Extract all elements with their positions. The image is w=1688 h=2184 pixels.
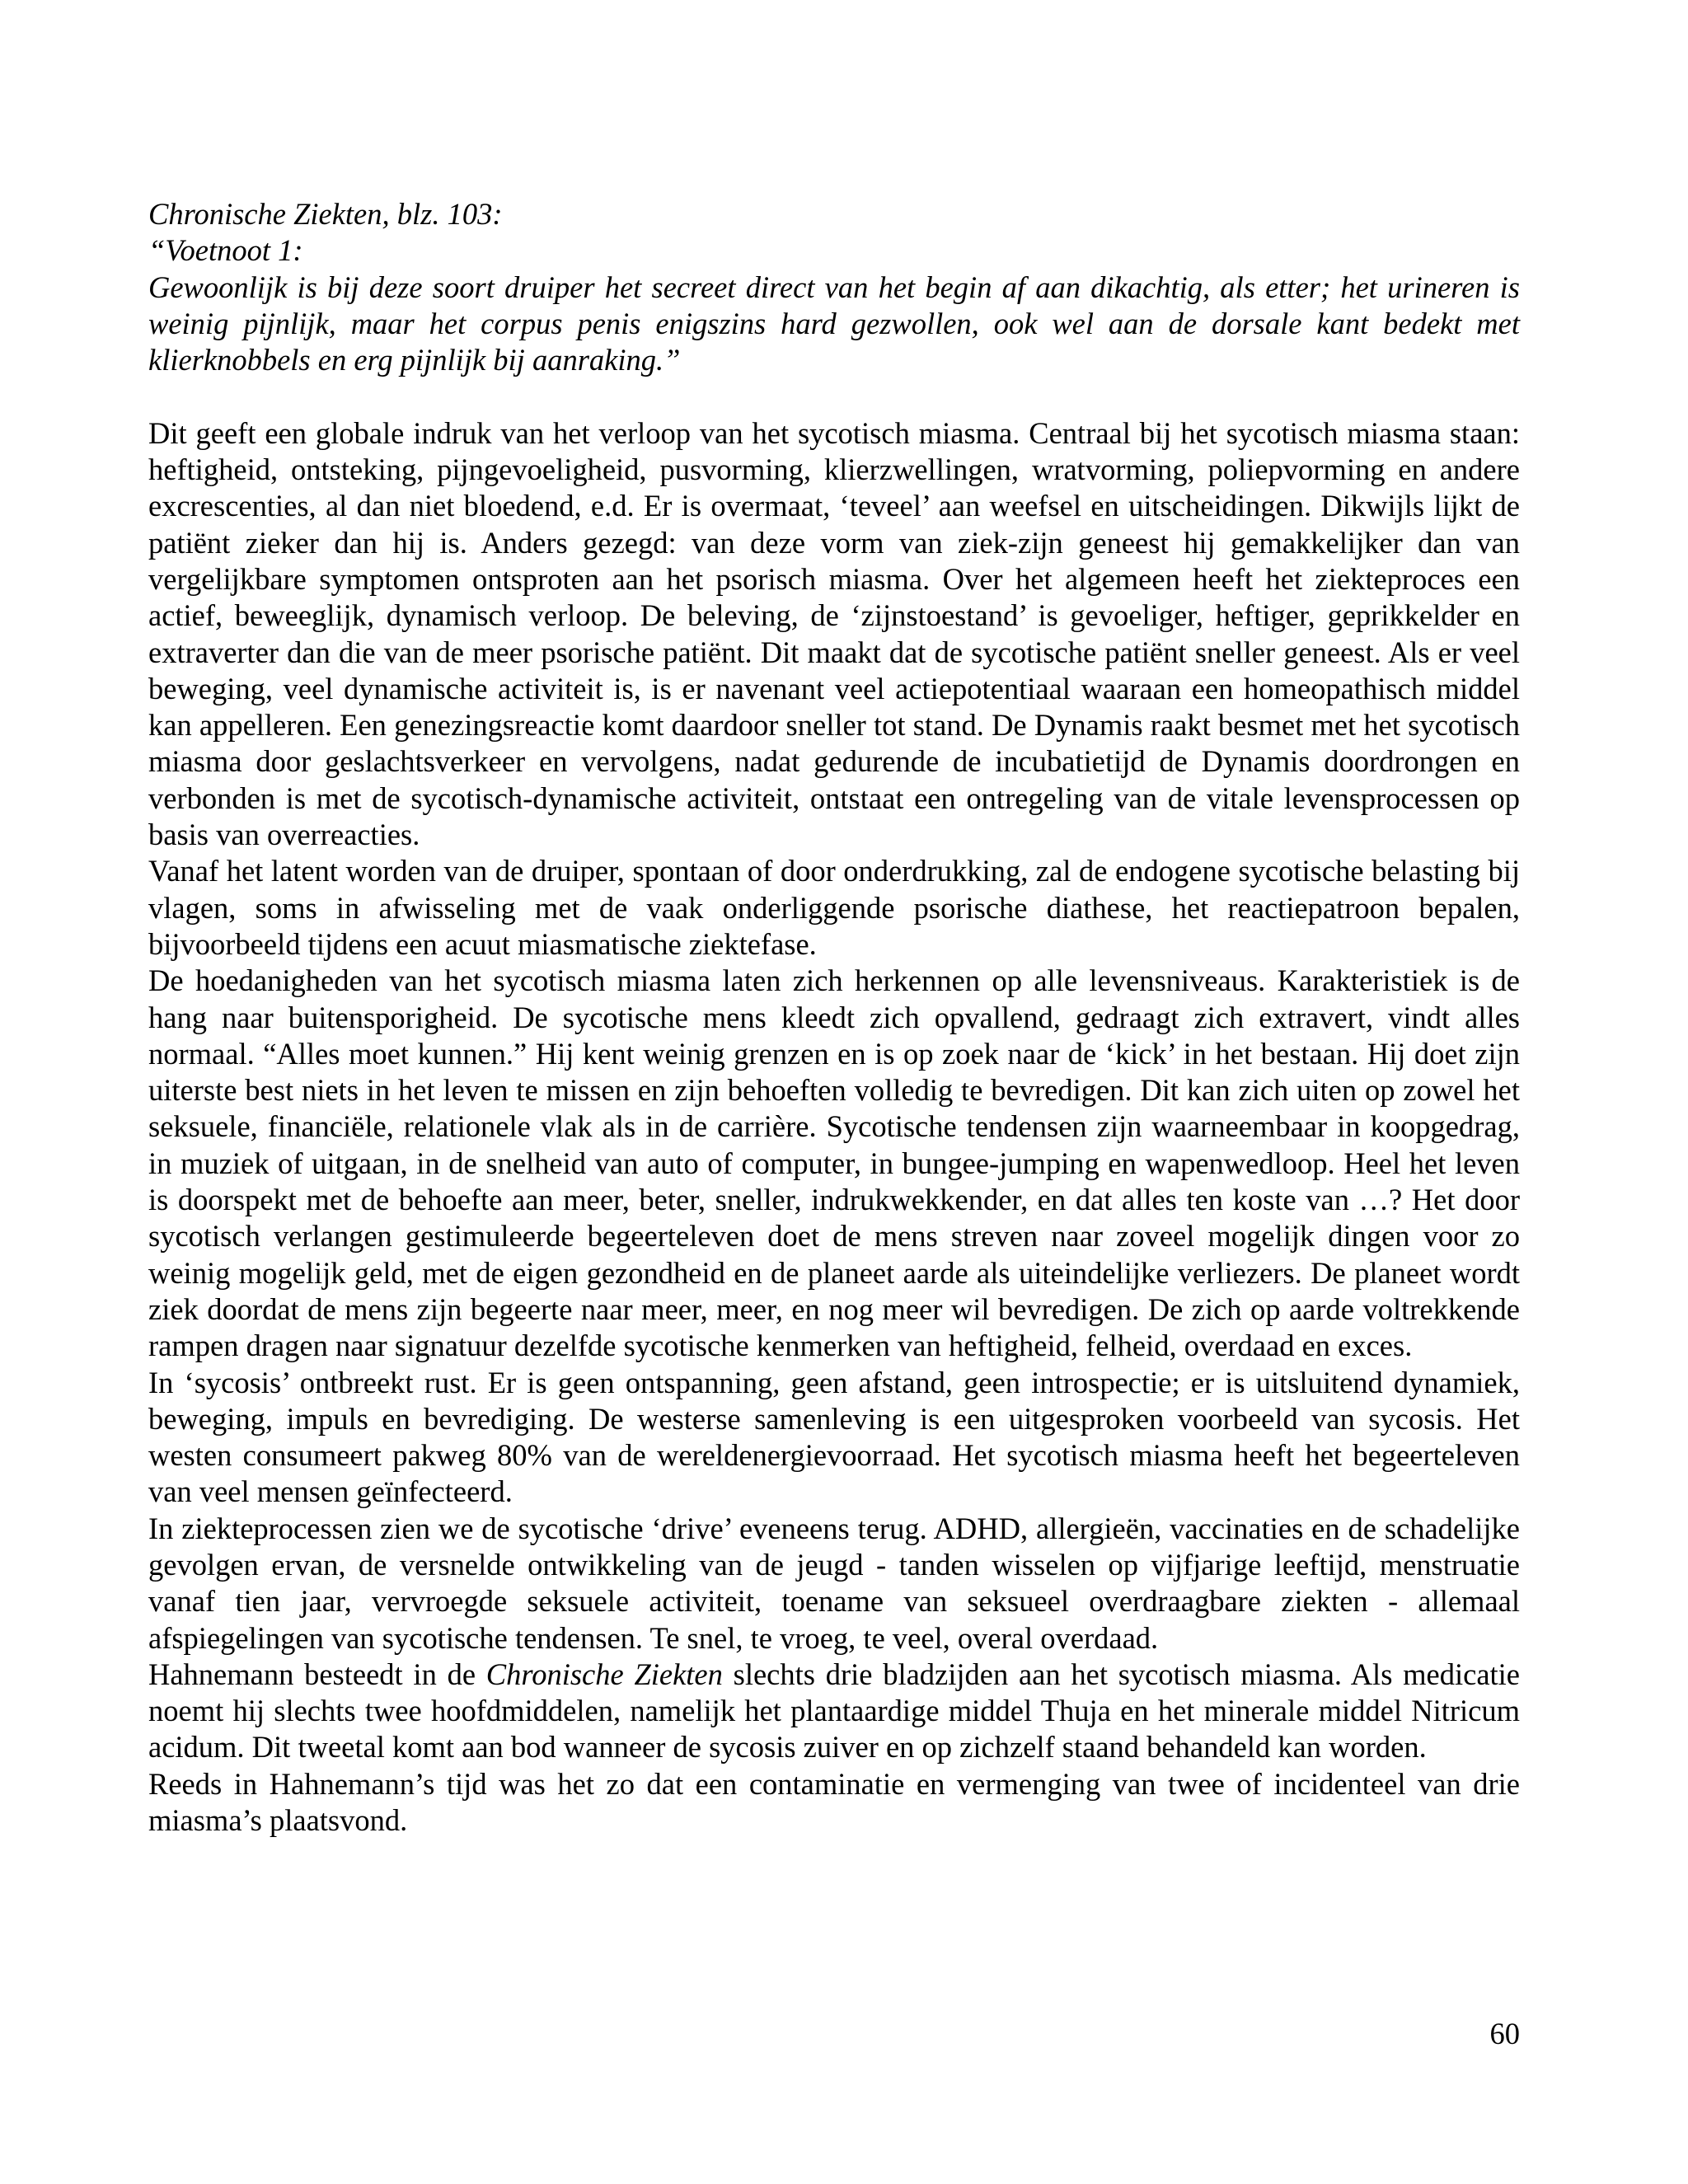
footnote-label: “Voetnoot 1: (148, 233, 303, 268)
document-page (148, 196, 1520, 1839)
paragraph-gap (148, 378, 1520, 415)
body-text (148, 415, 1520, 1840)
paragraph-sycosis-rest: In ‘sycosis’ ontbreekt rust. Er is geen ontspanning, geen afstand, geen introspectie; er is uitsluitend dynamiek, beweging, impuls en bevrediging. De westerse samenleving is een uitgesproken voorbeeld van sycosis. Het westen consumeert pakweg 80% van de wereldenergievoorraad. Het sycotisch miasma heeft het begeerteleven van veel mensen geïnfecteerd. (148, 1365, 1520, 1509)
paragraph-latent: Vanaf het latent worden van de druiper, spontaan of door onderdrukking, zal de endogene sycotische belasting bij vlagen, soms in afwisseling met de vaak onderliggende psorische diathese, het reactiepatroon bepalen, bijvoorbeeld tijdens een acuut miasmatische ziektefase. (148, 854, 1520, 961)
book-title: Chronische Ziekten (485, 1657, 723, 1691)
citation-source: Chronische Ziekten, blz. 103: (148, 197, 503, 231)
hahnemann-text-before: Hahnemann besteedt in de (148, 1657, 486, 1691)
hahnemann-text-after: slechts drie bladzijden aan het sycotisch miasma. Als medicatie noemt hij slechts twee hoofdmiddelen, namelijk het plantaardige middel Thuja en het minerale middel Nitricum acidum. Dit tweetal komt aan bod wanneer de sycosis zuiver en op zichzelf staand behandeld kan worden. (148, 1657, 1521, 1765)
paragraph-closing: Reeds in Hahnemann’s tijd was het zo dat een contaminatie en vermenging van twee of incidenteel van drie miasma’s plaatsvond. (148, 1766, 1520, 1838)
paragraph-disease-processes: In ziekteprocessen zien we de sycotische ‘drive’ eveneens terug. ADHD, allergieën, vaccinaties en de schadelijke gevolgen ervan, de versnelde ontwikkeling van de jeugd - tanden wisselen op vijfjarige leeftijd, menstruatie vanaf tien jaar, vervroegde seksuele activiteit, toename van seksueel overdraagbare ziekten - allemaal afspiegelingen van sycotische tendensen. Te snel, te vroeg, te veel, overal overdaad. (148, 1511, 1520, 1655)
footnote-text: Gewoonlijk is bij deze soort druiper het secreet direct van het begin af aan dikachtig, als etter; het urineren is weinig pijnlijk, maar het corpus penis enigszins hard gezwollen, ook wel aan de dorsale kant bedekt met klierknobbels en erg pijnlijk bij aanraking.” (148, 269, 1520, 377)
paragraph-overview: Dit geeft een globale indruk van het verloop van het sycotisch miasma. Centraal bij het sycotisch miasma staan: heftigheid, ontsteking, pijngevoeligheid, pusvorming, klierzwellingen, wratvorming, poliepvorming en andere excrescenties, al dan niet bloedend, e.d. Er is overmaat, ‘teveel’ aan weefsel en uitscheidingen. Dikwijls lijkt de patiënt zieker dan hij is. Anders gezegd: van deze vorm van ziek-zijn geneest hij gemakkelijker dan van vergelijkbare symptomen ontsproten aan het psorisch miasma. Over het algemeen heeft het ziekteproces een actief, beweeglijk, dynamisch verloop. De beleving, de ‘zijnstoestand’ is gevoeliger, heftiger, geprikkelder en extraverter dan die van de meer psorische patiënt. Dit maakt dat de sycotische patiënt sneller geneest. Als er veel beweging, veel dynamische activiteit is, is er navenant veel actiepotentiaal waaraan een homeopathisch middel kan appelleren. Een genezingsreactie komt daardoor sneller tot stand. De Dynamis raakt besmet met het sycotisch miasma door geslachtsverkeer en vervolgens, nadat gedurende de incubatietijd de Dynamis doordrongen en verbonden is met de sycotisch-dynamische activiteit, ontstaat een ontregeling van de vitale levensprocessen op basis van overreacties. (148, 415, 1520, 852)
page-number: 60 (1489, 2017, 1520, 2050)
citation-block (148, 196, 1520, 378)
paragraph-hahnemann (148, 1657, 1520, 1766)
paragraph-characteristics: De hoedanigheden van het sycotisch miasma laten zich herkennen op alle levensniveaus. Karakteristiek is de hang naar buitensporigheid. De sycotische mens kleedt zich opvallend, gedraagt zich extravert, vindt alles normaal. “Alles moet kunnen.” Hij kent weinig grenzen en is op zoek naar de ‘kick’ in het bestaan. Hij doet zijn uiterste best niets in het leven te missen en zijn behoeften volledig te bevredigen. Dit kan zich uiten op zowel het seksuele, financiële, relationele vlak als in de carrière. Sycotische tendensen zijn waarneembaar in koopgedrag, in muziek of uitgaan, in de snelheid van auto of computer, in bungee-jumping en wapenwedloop. Heel het leven is doorspekt met de behoefte aan meer, beter, sneller, indrukwekkender, en dat alles ten koste van …? Het door sycotisch verlangen gestimuleerde begeerteleven doet de mens streven naar zoveel mogelijk dingen voor zo weinig mogelijk geld, met de eigen gezondheid en de planeet aarde als uiteindelijke verliezers. De planeet wordt ziek doordat de mens zijn begeerte naar meer, meer, en nog meer wil bevredigen. De zich op aarde voltrekkende rampen dragen naar signatuur dezelfde sycotische kenmerken van heftigheid, felheid, overdaad en exces. (148, 963, 1520, 1363)
